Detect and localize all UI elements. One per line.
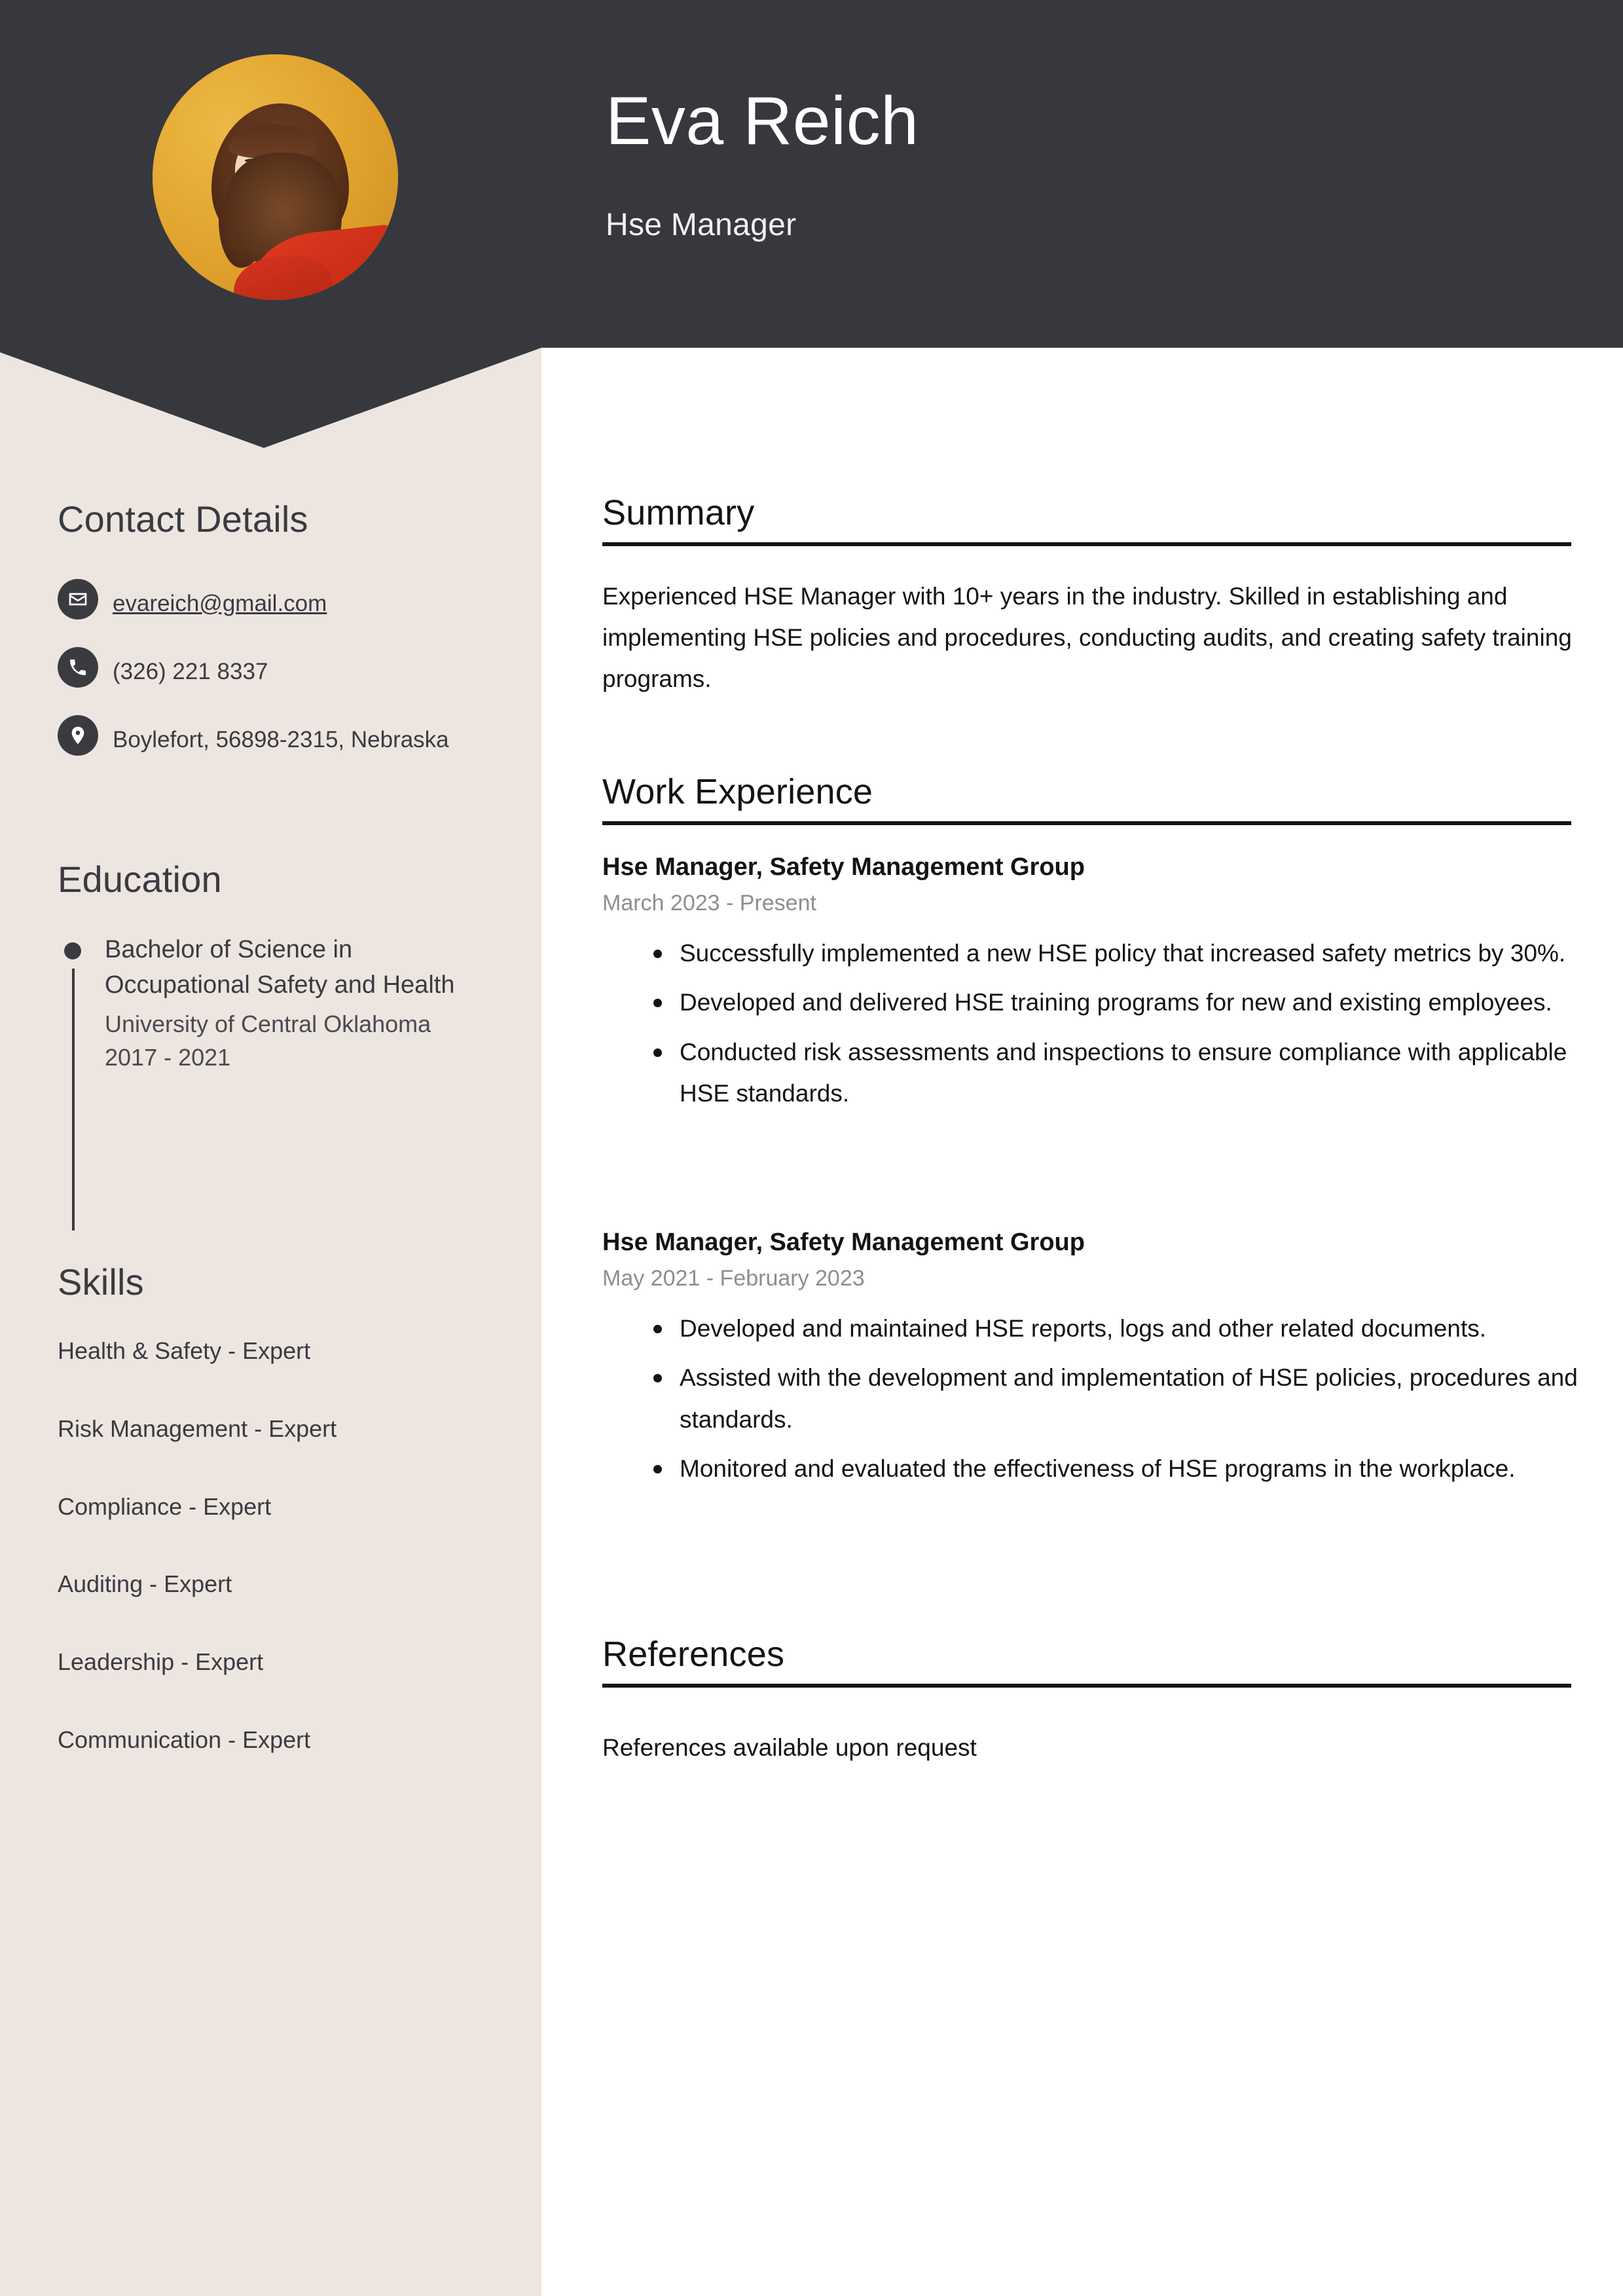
job-bullet: Developed and delivered HSE training programs for new and existing employees. <box>680 982 1578 1024</box>
job-bullet-list <box>602 1308 1578 1491</box>
job-bullet-list <box>602 933 1578 1115</box>
education-degree: Bachelor of Science in Occupational Safety and Health <box>105 936 455 999</box>
contact-details-heading: Contact Details <box>58 498 308 540</box>
contact-email-text[interactable]: evareich@gmail.com <box>113 591 327 616</box>
education-timeline-line <box>72 969 75 1231</box>
references-text: References available upon request <box>602 1734 977 1761</box>
skill-item: Communication - Expert <box>58 1726 311 1753</box>
job-dates: May 2021 - February 2023 <box>602 1266 865 1291</box>
education-years: 2017 - 2021 <box>105 1044 231 1071</box>
envelope-icon <box>58 579 98 620</box>
summary-text: Experienced HSE Manager with 10+ years in the industry. Skilled in establishing and implementing HSE policies and procedures, conducting audits, and creating safety training programs. <box>602 583 1572 692</box>
contact-item-email[interactable] <box>58 582 477 622</box>
job-dates: March 2023 - Present <box>602 891 816 916</box>
job-bullet: Successfully implemented a new HSE policy that increased safety metrics by 30%. <box>680 933 1578 974</box>
education-bullet-icon <box>64 942 81 959</box>
contact-item-location <box>58 718 477 758</box>
phone-icon <box>58 647 98 688</box>
contact-item-phone[interactable] <box>58 650 477 690</box>
skills-list <box>58 1336 490 1803</box>
skill-item: Leadership - Expert <box>58 1648 264 1676</box>
summary-heading: Summary <box>602 492 1571 546</box>
work-experience-entry <box>602 851 1578 1122</box>
work-experience-heading: Work Experience <box>602 771 1571 825</box>
avatar <box>153 54 398 300</box>
job-bullet: Assisted with the development and implementation of HSE policies, procedures and standards. <box>680 1357 1578 1440</box>
work-experience-entry <box>602 1227 1578 1498</box>
skill-item: Compliance - Expert <box>58 1492 272 1520</box>
education-list <box>58 933 477 1074</box>
candidate-job-title: Hse Manager <box>606 208 797 242</box>
contact-phone-text: (326) 221 8337 <box>113 659 268 684</box>
job-role: Hse Manager, Safety Management Group <box>602 853 1085 881</box>
education-heading: Education <box>58 859 222 900</box>
education-item <box>58 933 477 1074</box>
skill-item: Auditing - Expert <box>58 1570 232 1598</box>
job-bullet: Monitored and evaluated the effectiveness of HSE programs in the workplace. <box>680 1448 1578 1490</box>
skills-heading: Skills <box>58 1261 144 1303</box>
education-school: University of Central Oklahoma <box>105 1010 431 1037</box>
references-heading: References <box>602 1634 1571 1688</box>
contact-details-list <box>58 582 477 786</box>
job-role: Hse Manager, Safety Management Group <box>602 1229 1085 1256</box>
job-bullet: Developed and maintained HSE reports, logs and other related documents. <box>680 1308 1578 1350</box>
location-pin-icon <box>58 715 98 756</box>
contact-location-text: Boylefort, 56898-2315, Nebraska <box>113 727 449 752</box>
candidate-name: Eva Reich <box>606 83 919 159</box>
job-bullet: Conducted risk assessments and inspections to ensure compliance with applicable HSE standards. <box>680 1031 1578 1115</box>
skill-item: Risk Management - Expert <box>58 1415 337 1442</box>
skill-item: Health & Safety - Expert <box>58 1337 311 1364</box>
